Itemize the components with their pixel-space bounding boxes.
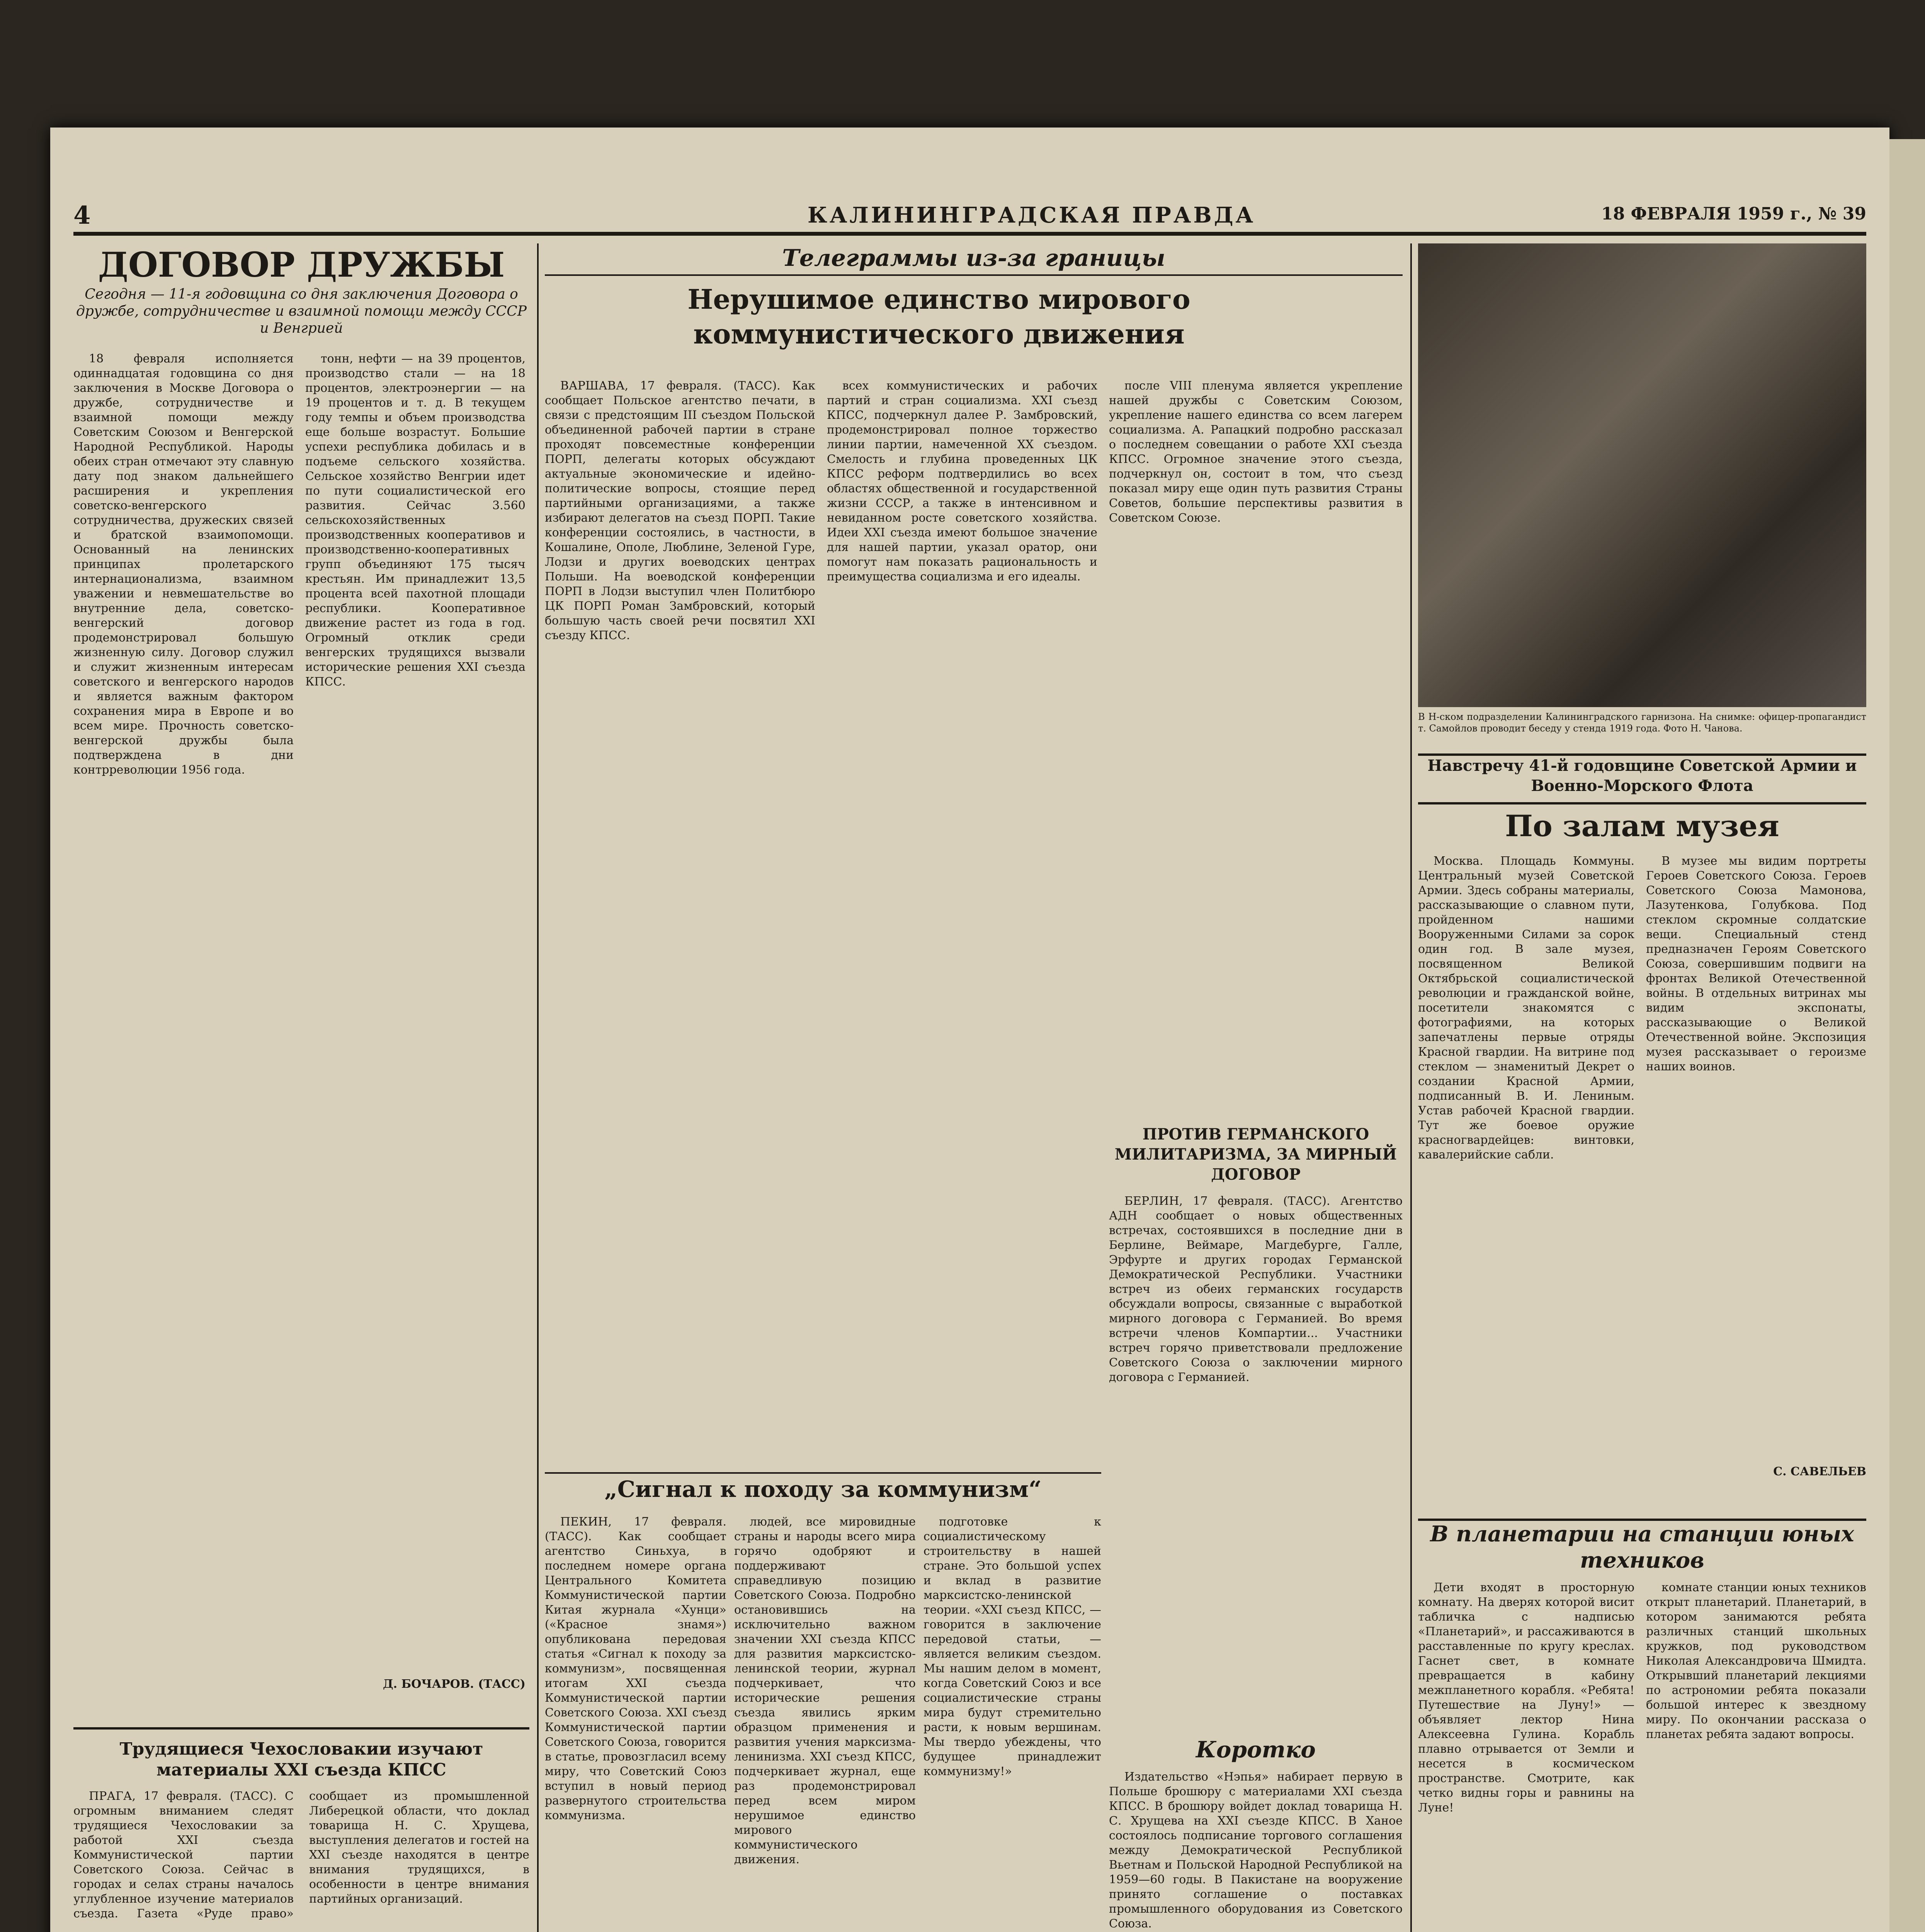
treaty-column-1: 18 февраля исполняется одиннадцатая годовщина со дня заключения в Москве Договора о дружбе, сотрудничестве и взаимной помощи между Советским Союзом и Венгерской Народной Республикой. Народы обеих стран отмечают эту славную дату под знаком дальнейшего расширения и укрепления советско-венгерского сотрудничества, дружеских связей и братской взаимопомощи. Основанный на ленинских принципах пролетарского интернационализма, взаимном уважении и невмешательстве во внутренние дела, советско-венгерский договор продемонстрировал большую жизненную силу. Договор служил и служит жизненным интересам советского и венгерского народов и является важным фактором сохранения мира в Европе и во всем мире. Прочность советско-венгерской дружбы была подтверждена в дни контрреволюции 1956 года. <box>73 352 294 777</box>
treaty-lead: Сегодня — 11-я годовщина со дня заключения Договора о дружбе, сотрудничестве и взаимной помощи между СССР и Венгрией <box>76 286 527 336</box>
column-rule <box>537 243 539 1932</box>
signal-column-3: подготовке к социалистическому строительству в нашей стране. Это большой успех и вклад в развитие марксистско-ленинской теории. «XXI съезд КПСС, — говорится в заключение передовой статьи, — является великим съездом. Мы нашим делом в момент, когда Советский Союз и все социалистические страны мира будут стремительно расти, к новым вершинам. Мы твердо убеждены, что будущее принадлежит коммунизму!» <box>923 1515 1101 1778</box>
planetarium-title: В планетарии на станции юных техников <box>1418 1519 1866 1575</box>
column-rule <box>1410 243 1412 1932</box>
telegrams-column-1: ВАРШАВА, 17 февраля. (ТАСС). Как сообщает Польское агентство печати, в связи с предстоящим III съездом Польской объединенной рабочей партии в стране проходят повсеместные конференции ПОРП, делегаты которых обсуждают актуальные экономические и идейно-политические вопросы, стоящие перед партийными организациями, а также избирают делегатов на съезд ПОРП. Такие конференции состоялись, в частности, в Кошалине, Ополе, Люблине, Зеленой Гуре, Лодзи и других воеводских центрах Польши. На воеводской конференции ПОРП в Лодзи выступил член Политбюро ЦК ПОРП Роман Замбровский, который большую часть своей речи посвятил XXI съезду КПСС. <box>545 379 815 642</box>
signal-column-2: людей, все мировидные страны и народы всего мира горячо одобряют и поддерживают справедливую позицию Советского Союза. Подробно остановившись на исключительно важном значении XXI съезда КПСС для развития марксистско-ленинской теории, журнал подчеркивает, что исторические решения съезда явились ярким образцом применения и развития учения марксизма-ленинизма. XXI съезд КПСС, подчеркивает журнал, еще раз продемонстрировал перед всем миром нерушимое единство мирового коммунистического движения. <box>734 1515 916 1866</box>
planetarium-column-2: комнате станции юных техников открыт планетарий. Планетарий, в котором занимаются ребята различных станций школьных кружков, под руководством Николая Александровича Шмидта. Открывший планетарий лекциями по астрономии ребята показали большой интерес к звездному миру. По окончании рассказа о планетах ребята задают вопросы. <box>1646 1581 1866 1741</box>
czech-title: Трудящиеся Чехословакии изучают материалы XXI съезда КПСС <box>119 1739 483 1780</box>
page-number: 4 <box>73 201 91 230</box>
treaty-column-2: тонн, нефти — на 39 процентов, производство стали — на 18 процентов, электроэнергии — на 19 процентов и т. д. В текущем году темпы и объем производства еще больше возрастут. Большие успехи республика добилась и в подъеме сельского хозяйства. Сельское хозяйство Венгрии идет по пути социалистической его развития. Сейчас 3.560 сельскохозяйственных производственных кооперативов и производственно-кооперативных групп объединяют 175 тысяч крестьян. Им принадлежит 13,5 процента всей пахотной площади республики. Кооперативное движение растет из года в год. Огромный отклик среди венгерских трудящихся вызвали исторические решения XXI съезда КПСС. <box>305 352 525 689</box>
czech-text: ПРАГА, 17 февраля. (ТАСС). С огромным вниманием следят трудящиеся Чехословакии за работой XXI съезда Коммунистической партии Советского Союза. Сейчас в городах и селах страны началось углубленное изучение материалов съезда. Газета «Руде право» сообщает из промышленной Либерецкой области, что доклад товарища Н. С. Хрущева, выступления делегатов и гостей на XXI съезде находятся в центре внимания трудящихся, в особенности в центре внимания партийных организаций. <box>73 1789 529 1920</box>
photo-soldiers-at-stand <box>1418 243 1866 707</box>
telegrams-column-2: всех коммунистических и рабочих партий и стран социализма. XXI съезд КПСС, подчеркнул далее Р. Замбровский, продемонстрировал полное торжество линии партии, намеченной XX съездом. Смелость и глубина проведенных ЦК КПСС реформ подтвердились во всех областях общественной и государственной жизни СССР, а также в интенсивном и невиданном росте советского хозяйства. Идеи XXI съезда имеют большое значение для нашей партии, указал оратор, они помогут нам показать рациональность и преимущества социализма и его идеалы. <box>827 379 1097 583</box>
newspaper-name: КАЛИНИНГРАДСКАЯ ПРАВДА <box>808 202 1256 228</box>
museum-signature: С. САВЕЛЬЕВ <box>1773 1465 1866 1478</box>
planetarium-column-1: Дети входят в просторную комнату. На дверях которой висит табличка с надписью «Планетарий», и рассаживаются в расставленные по кругу креслах. Гаснет свет, в комнате превращается в кабину межпланетного корабля. «Ребята! Путешествие на Луну!» — объявляет лектор Нина Алексеевна Гулина. Корабль плавно отрывается от Земли и несется в космическом пространстве. Смотрите, как четко видны горы и равнины на Луне! <box>1418 1581 1634 1815</box>
telegrams-headline: Нерушимое единство мирового коммунистического движения <box>687 283 1190 350</box>
newspaper-page <box>50 128 1889 1932</box>
signal-title: „Сигнал к походу за коммунизм“ <box>545 1472 1101 1509</box>
treaty-title: ДОГОВОР ДРУЖБЫ <box>98 245 505 285</box>
museum-title: По залам музея <box>1505 809 1779 843</box>
photo-caption: В Н-ском подразделении Калининградского гарнизона. На снимке: офицер-пропагандист т. Самойлов проводит беседу у стенда 1919 года. Фото Н. Чанова. <box>1418 711 1866 734</box>
against-text: БЕРЛИН, 17 февраля. (ТАСС). Агентство АДН сообщает о новых общественных встречах, состоявшихся в последние дни в Берлине, Веймаре, Магдебурге, Галле, Эрфурте и других городах Германской Демократической Республики. Участники встреч из обеих германских государств обсуждали вопросы, связанные с выработкой мирного договора с Германией. Во время встречи членов Компартии... Участники встреч горячо приветствовали предложение Советского Союза о заключении мирного договора с Германией. <box>1109 1194 1403 1384</box>
signal-column-1: ПЕКИН, 17 февраля. (ТАСС). Как сообщает агентство Синьхуа, в последнем номере органа Центрального Комитета Коммунистической партии Китая журнала «Хунци» («Красное знамя») опубликована передовая статья «Сигнал к походу за коммунизм», посвященная итогам XXI съезда Коммунистической партии Советского Союза. XXI съезд Коммунистической партии Советского Союза, говорится в статье, провозгласил всему миру, что Советский Союз вступил в новый период развернутого строительства коммунизма. <box>545 1515 726 1822</box>
brief-title: Коротко <box>1196 1736 1316 1763</box>
adjacent-page-edge <box>1889 139 1925 1932</box>
divider <box>73 1727 529 1730</box>
page-header <box>73 201 1866 236</box>
treaty-title-block <box>73 243 529 344</box>
museum-column-1: Москва. Площадь Коммуны. Центральный музей Советской Армии. Здесь собраны материалы, рассказывающие о славном пути, пройденном нашими Вооруженными Силами за сорок один год. В зале музея, посвященном Великой Октябрьской социалистической революции и гражданской войне, посетители знакомятся с фотографиями, на которых запечатлены первые отряды Красной гвардии. На витрине под стеклом — знаменитый Декрет о создании Красной Армии, подписанный В. И. Лениным. Устав рабочей Красной гвардии. Тут же боевое оружие красногвардейцев: винтовки, кавалерийские сабли. <box>1418 854 1634 1162</box>
museum-banner: Навстречу 41-й годовщине Советской Армии и Военно-Морского Флота <box>1418 753 1866 804</box>
telegrams-column-3: после VIII пленума является укрепление нашей дружбы с Советским Союзом, укрепление нашего единства со всем лагерем социализма. А. Рапацкий подробно рассказал о последнем совещании о работе XXI съезда КПСС. Огромное значение этого съезда, подчеркнул он, состоит в том, что съезд показал миру еще один путь развития Страны Советов, большие перспективы развития в Советском Союзе. <box>1109 379 1403 525</box>
telegrams-rubric: Телеграммы из-за границы <box>545 243 1403 276</box>
museum-column-2: В музее мы видим портреты Героев Советского Союза. Героев Советского Союза Мамонова, Лазутенкова, Голубкова. Под стеклом скромные солдатские вещи. Специальный стенд предназначен Героям Советского Союза, совершившим подвиги на фронтах Великой Отечественной войны. В отдельных витринах мы видим экспонаты, рассказывающие о Великой Отечественной войне. Экспозиция музея рассказывает о героизме наших воинов. <box>1646 854 1866 1073</box>
brief-text: Издательство «Нэпья» набирает первую в Польше брошюру с материалами XXI съезда КПСС. В брошюру войдет доклад товарища Н. С. Хрущева на XXI съезде КПСС. В Ханое состоялось подписание торгового соглашения между Демократической Республикой Вьетнам и Польской Народной Республикой на 1959—60 годы. В Пакистане на вооружение принято соглашение о поставках промышленного оборудования из Советского Союза. <box>1109 1770 1403 1930</box>
issue-date: 18 ФЕВРАЛЯ 1959 г., № 39 <box>1601 204 1866 224</box>
against-title: ПРОТИВ ГЕРМАНСКОГО МИЛИТАРИЗМА, ЗА МИРНЫЙ ДОГОВОР <box>1114 1125 1397 1184</box>
treaty-signature: Д. БОЧАРОВ. (ТАСС) <box>383 1677 525 1691</box>
